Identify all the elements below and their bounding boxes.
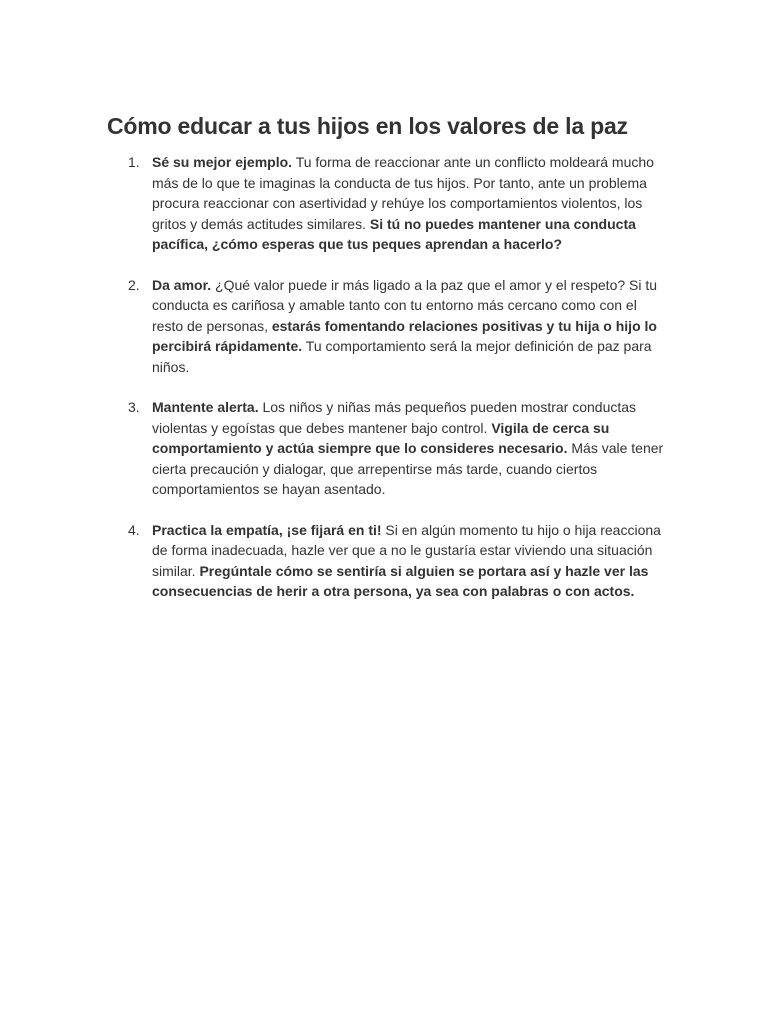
list-item — [128, 520, 668, 602]
list-item-number: 1. — [128, 154, 140, 170]
item-heading: Mantente alerta. — [152, 399, 259, 415]
item-body: Si en algún momento tu hijo o hija reacciona de forma inadecuada, hazle ver que a no le gustaría estar viviendo una situación similar. — [152, 521, 661, 579]
item-emphasis: Si tú no puedes mantener una conducta pacífica, ¿cómo esperas que tus peques aprendan a hacerlo? — [152, 215, 636, 252]
item-heading: Sé su mejor ejemplo. — [152, 154, 293, 170]
list-item-text — [152, 397, 668, 500]
list-item — [128, 152, 668, 255]
item-body-end: Tu comportamiento será la mejor definición de paz para niños. — [152, 338, 652, 375]
item-body: Tu forma de reaccionar ante un conflicto moldeará mucho más de lo que te imaginas la conducta de tus hijos. Por tanto, ante un problema procura reaccionar con asertividad y rehúye los comportamientos violentos, los gritos y demás actitudes similares. — [152, 154, 654, 232]
values-list — [128, 152, 668, 622]
list-item-number: 3. — [128, 399, 140, 415]
list-item-number: 2. — [128, 276, 140, 293]
list-item-text — [152, 520, 668, 602]
list-item-number: 4. — [128, 521, 140, 538]
document-title: Cómo educar a tus hijos en los valores de la paz — [107, 113, 628, 139]
item-body: Los niños y niñas más pequeños pueden mostrar conductas violentas y egoístas que debes mantener bajo control. — [152, 399, 637, 436]
item-heading: Practica la empatía, ¡se fijará en ti! — [152, 521, 382, 538]
item-emphasis: Pregúntale cómo se sentiría si alguien se portara así y hazle ver las consecuencias de herir a otra persona, ya sea con palabras o con actos. — [152, 562, 649, 599]
list-item-text — [152, 275, 668, 378]
list-item-text — [152, 152, 668, 255]
item-body-end: Más vale tener cierta precaución y dialogar, que arrepentirse más tarde, cuando ciertos comportamientos se hayan asentado. — [152, 440, 664, 497]
item-body: ¿Qué valor puede ir más ligado a la paz que el amor y el respeto? Si tu conducta es cariñosa y amable tanto con tu entorno más cercano como con el resto de personas, — [152, 276, 658, 334]
list-item — [128, 397, 668, 500]
list-item — [128, 275, 668, 378]
item-emphasis: estarás fomentando relaciones positivas y tu hija o hijo lo percibirá rápidamente. — [152, 317, 657, 354]
item-heading: Da amor. — [152, 276, 212, 293]
item-emphasis: Vigila de cerca su comportamiento y actúa siempre que lo consideres necesario. — [152, 419, 610, 456]
